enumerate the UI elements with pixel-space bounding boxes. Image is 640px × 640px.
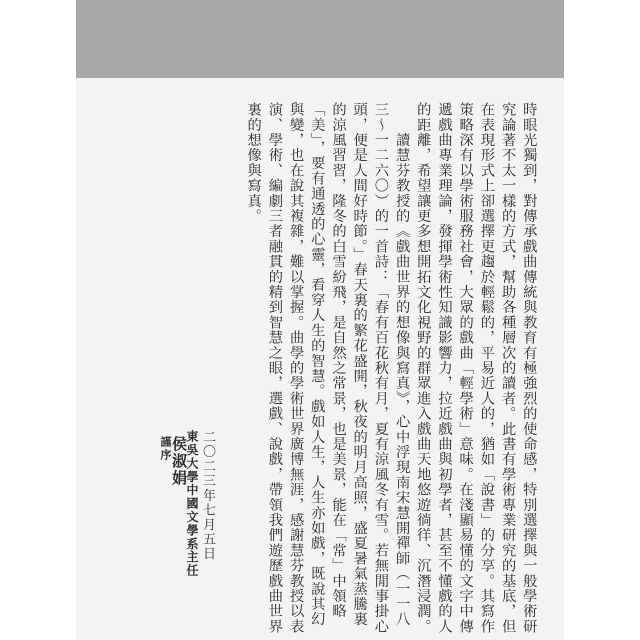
text-column: 「美」，要有通透的心靈，看穿人生的智慧。戲如人生，人生亦如戲，既說其幻 [309, 102, 326, 627]
text-column: 時眼光獨到，對傳承戲曲傳統與教育有極強烈的使命感，特別選擇與一般學術研 [521, 102, 538, 634]
text-column: 策略深有以學術服務社會，大眾的戲曲「輕學術」意味。在淺顯易懂的文字中傳 [457, 102, 474, 634]
author-name: 侯淑娟 [170, 436, 188, 487]
text-column: 三～一二六〇）的一首詩：「春有百花秋有月，夏有涼風冬有雪。若無閒事掛心 [372, 102, 389, 634]
text-column: 與變，也在說其複雜，難以掌握。曲學的學術世界廣博無涯，感謝慧芬教授以表 [288, 102, 305, 634]
text-column: 的涼風習習，隆冬的白雪紛飛，是自然之常景，也是美景，能在「常」中領略 [330, 102, 347, 619]
text-column: 遞戲曲專業理論，發揮學術性知識影響力，拉近戲曲與初學者，甚至不懂戲的人 [436, 102, 453, 634]
text-column: 裏的想像與寫真。 [245, 102, 262, 224]
date-line: 二〇二三年七月五日 [200, 430, 215, 562]
affiliation: 東吳大學中國文學系主任 [185, 430, 199, 578]
signature-block [160, 430, 198, 577]
text-column: 讀慧芬教授的《戲曲世界的想像與寫真》，心中浮現南宋慧開禪師（一一八 [394, 102, 411, 627]
header-band [76, 0, 564, 78]
signature-note: 謹序 [159, 436, 172, 462]
text-column: 演、學術、編劇三者融貫的精到智慧之眼，選戲、說戲，帶領我們遊歷戲曲世界 [266, 102, 283, 634]
text-column: 在表現形式上卻選擇更趨於輕鬆的，平易近人的，猶如「說書」的分享。其寫作 [478, 102, 495, 634]
text-column: 頭，便是人間好時節。」春天裏的繁花盛開，秋夜的明月高照，盛夏暑氣蒸騰裏 [351, 102, 368, 627]
text-column: 的距離，希望讓更多想開拓文化視野的群眾進入戲曲天地悠遊徜徉、沉潛浸潤。 [415, 102, 432, 634]
text-column: 究論著不太一樣的方式，幫助各種層次的讀者。此書有學術專業研究的基底，但 [500, 102, 517, 634]
